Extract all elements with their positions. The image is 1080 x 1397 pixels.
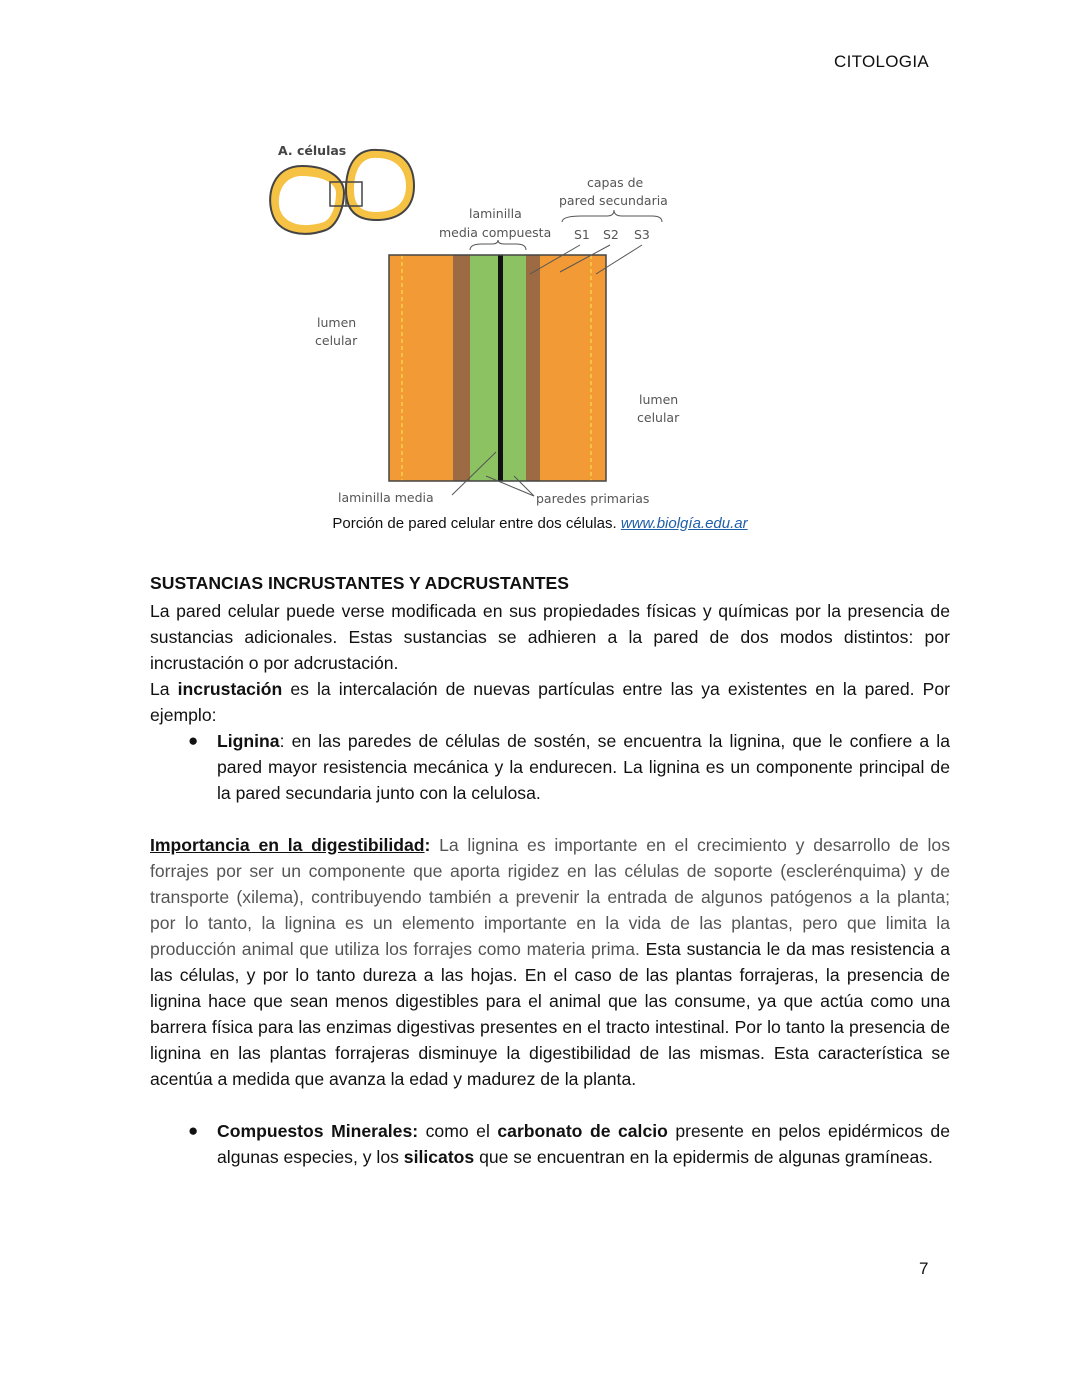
primary-wall-left (470, 255, 498, 481)
cell-wall-diagram (262, 138, 722, 513)
label-capas-2: pared secundaria (559, 193, 668, 208)
label-s1: S1 (574, 227, 590, 242)
list-item (150, 1118, 950, 1170)
main-content (150, 570, 950, 1170)
layer-s3-right (590, 255, 606, 481)
layer-s1-right (526, 255, 540, 481)
cells-inset (270, 150, 414, 234)
importance-gray-text: La lignina es importante en el crecimiento y desarrollo de los forrajes por ser un componente que aporta rigidez en las células de soporte (esclerénquima) y de transporte (xilema), contribuyendo también a prevenir la entrada de algunos patógenos a la planta; por lo tanto, la lignina es un elemento importante en la vida de las plantas, pero que limita la producción animal que utiliza los forrajes como materia prima. (150, 835, 950, 959)
p2-bold-term: incrustación (177, 679, 283, 699)
bullet-list-1 (150, 728, 950, 806)
importance-paragraph (150, 832, 950, 1092)
label-lumen-left-1: lumen (317, 315, 357, 330)
paragraph-2 (150, 676, 950, 728)
label-s2: S2 (603, 227, 619, 242)
bullet-icon: ● (188, 731, 199, 750)
source-link[interactable]: www.biolgía.edu.ar (620, 515, 748, 532)
label-s3: S3 (634, 227, 650, 242)
layer-s2-left (403, 255, 453, 481)
paragraph-1: La pared celular puede verse modificada en sus propiedades físicas y químicas por la presencia de sustancias adicionales. Estas sustancias se adhieren a la pared de dos modos distintos: por incrustación o por adcrustación. (150, 601, 950, 673)
label-lumen-right-1: lumen (639, 392, 679, 407)
section-heading: SUSTANCIAS INCRUSTANTES Y ADCRUSTANTES (150, 573, 570, 593)
layer-s3-left (389, 255, 403, 481)
p2-pre: La (150, 679, 178, 699)
bullet2-text-3: que se encuentran en la epidermis de algunas gramíneas. (474, 1147, 933, 1167)
label-a-celulas: A. células (278, 143, 347, 158)
primary-wall-right (503, 255, 526, 481)
cell-wall-figure (262, 138, 722, 513)
label-paredes-primarias: paredes primarias (536, 491, 650, 506)
bullet2-term-2: carbonato de calcio (497, 1121, 668, 1141)
wall-layers (389, 255, 606, 481)
bullet2-term: Compuestos Minerales: (217, 1121, 419, 1141)
bullet2-term-3: silicatos (403, 1147, 475, 1167)
label-lumen-right-2: celular (637, 410, 680, 425)
layer-s1-left (453, 255, 470, 481)
label-capas-1: capas de (587, 175, 644, 190)
label-lumen-left-2: celular (315, 333, 358, 348)
bullet-icon: ● (188, 1121, 199, 1140)
label-laminilla-2: media compuesta (439, 225, 552, 240)
page-number: 7 (919, 1259, 929, 1278)
bullet1-term: Lignina (217, 731, 280, 751)
bullet1-text: : en las paredes de células de sostén, se encuentra la lignina, que le confiere a la pared mayor resistencia mecánica y la endurecen. La lignina es un componente principal de la pared secundaria junto con la celulosa. (217, 731, 950, 803)
label-laminilla-media: laminilla media (338, 490, 434, 505)
bullet-list-2 (150, 1118, 950, 1170)
figure-caption (0, 515, 1080, 532)
importance-title: Importancia en la digestibilidad (150, 835, 425, 855)
label-laminilla-1: laminilla (469, 206, 522, 221)
bullet2-text-2: presente en pelos epidérmicos de algunas especies, y los (217, 1121, 950, 1167)
layer-s2-right (540, 255, 590, 481)
caption-text: Porción de pared celular entre dos células. (332, 515, 621, 532)
importance-text: Esta sustancia le da mas resistencia a las células, y por lo tanto dureza a las hojas. En el caso de las plantas forrajeras, la presencia de lignina hace que sean menos digestibles para el animal que las consume, ya que actúa como una barrera física para las enzimas digestivas presentes en el tracto intestinal. Por lo tanto la presencia de lignina en las plantas forrajeras disminuye la digestibilidad de las mismas. Esta característica se acentúa a medida que avanza la edad y madurez de la planta. (150, 939, 950, 1089)
running-header: CITOLOGIA (834, 52, 929, 71)
importance-colon: : (424, 835, 431, 855)
list-item (150, 728, 950, 806)
p2-post: es la intercalación de nuevas partículas entre las ya existentes en la pared. Por ejemplo: (150, 679, 950, 725)
bullet2-text-1: como el (418, 1121, 498, 1141)
middle-lamella (498, 255, 503, 481)
